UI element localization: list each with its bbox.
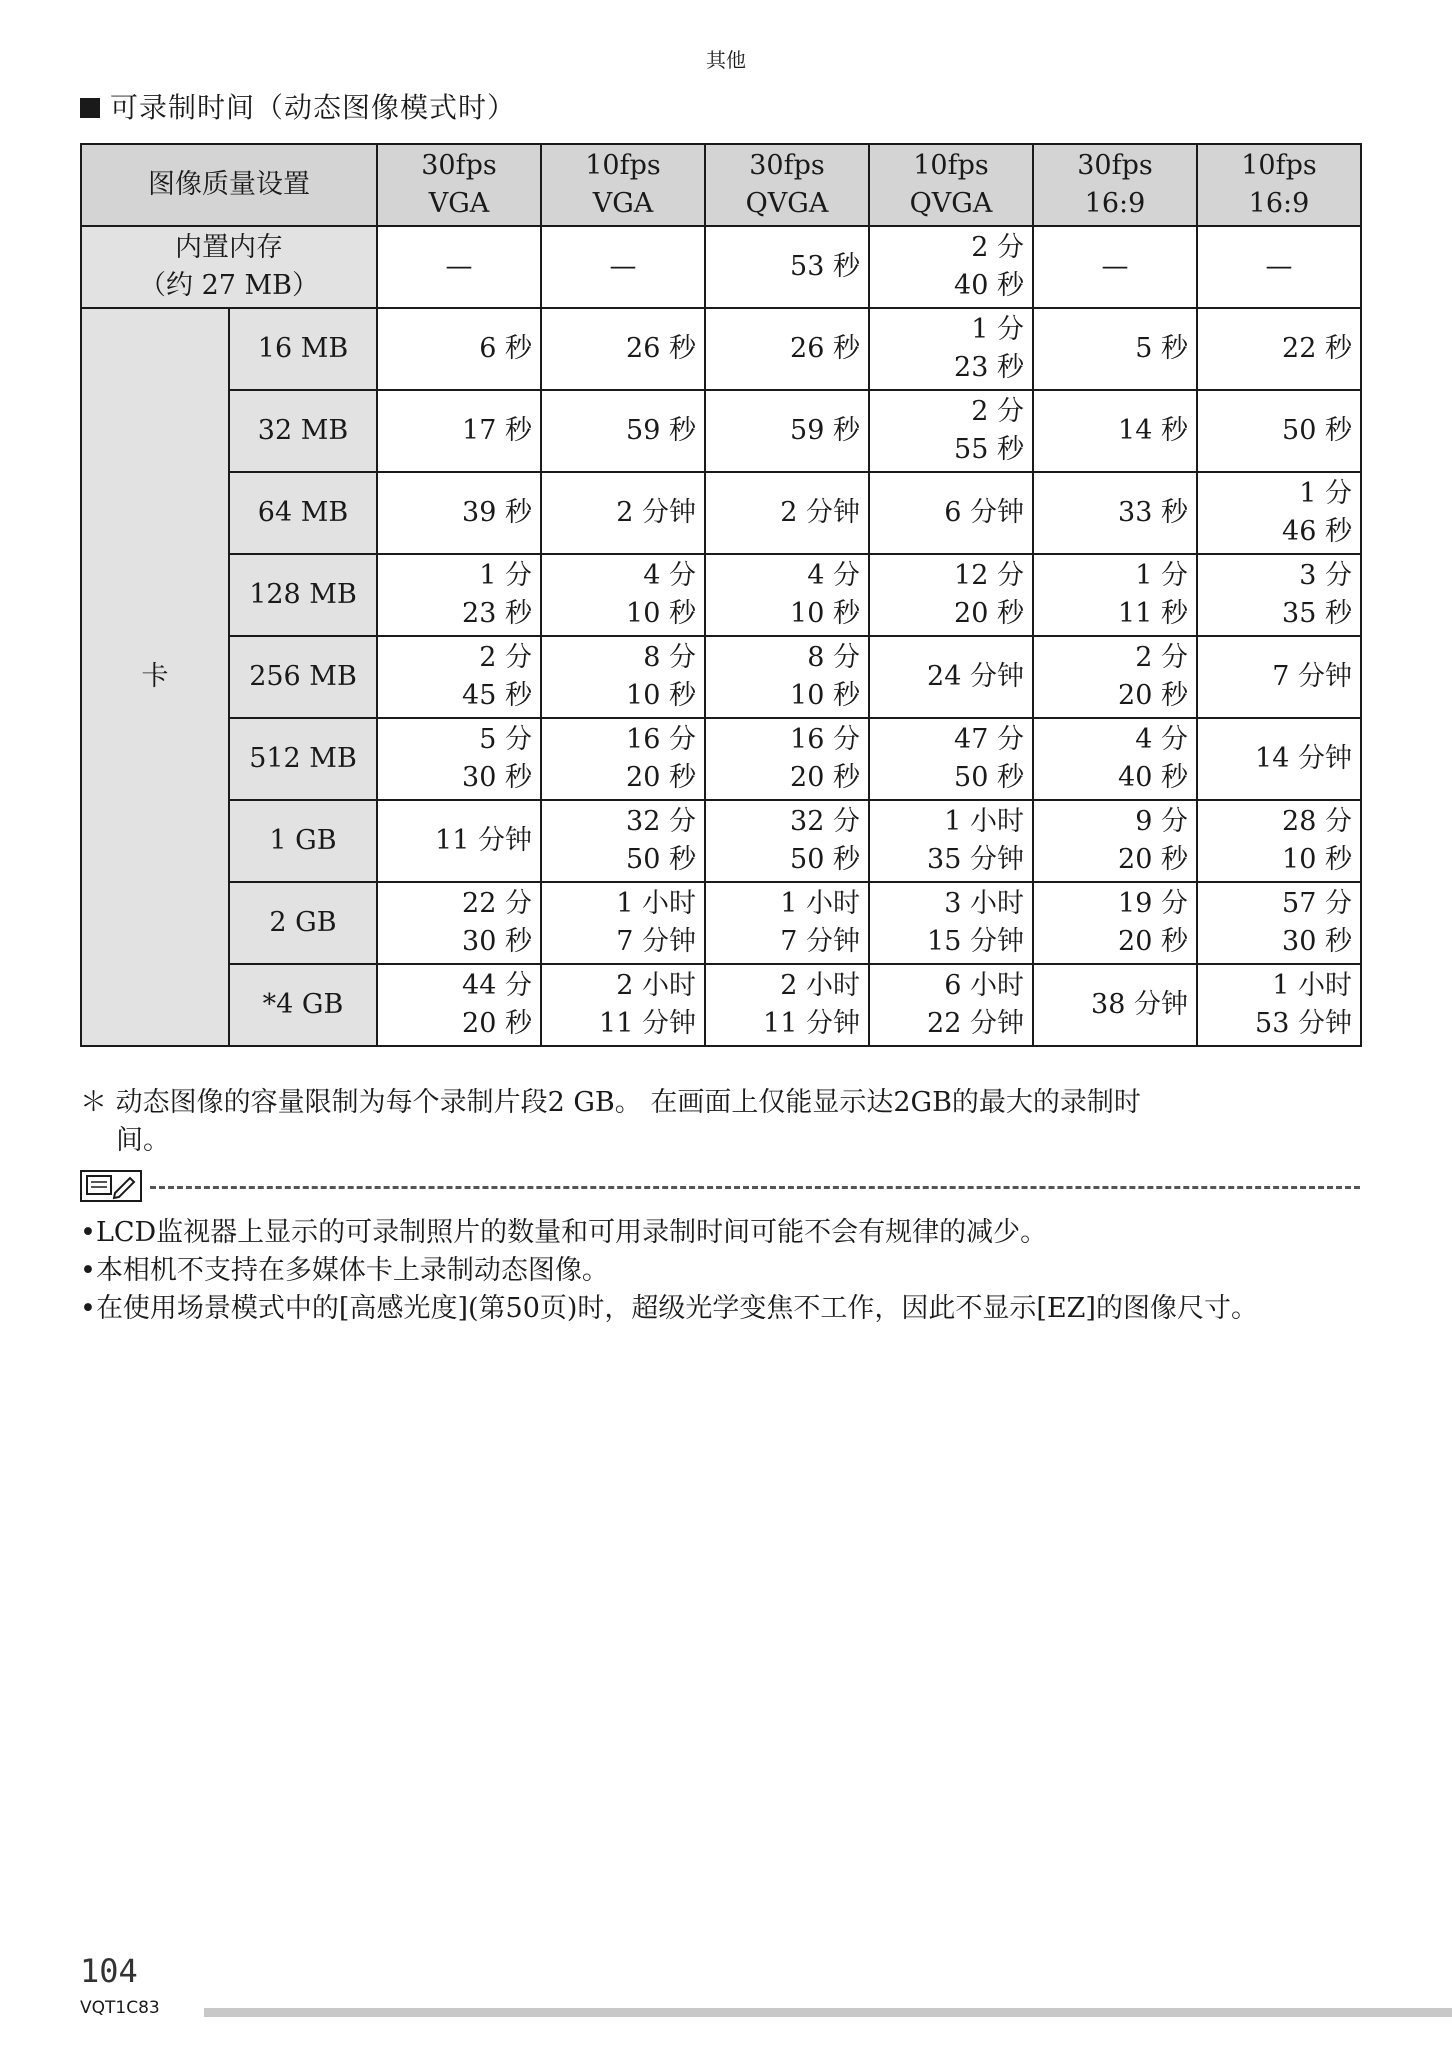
cell-value-line: 35 秒	[1282, 598, 1352, 629]
cell-value-line: 22 分钟	[927, 1008, 1024, 1039]
table-cell	[869, 308, 1033, 390]
cell-value-line: 6 分钟	[944, 497, 1024, 528]
table-cell	[1197, 554, 1361, 636]
cell-value-line: 12 分	[954, 560, 1024, 591]
note-divider	[80, 1170, 1360, 1204]
footnote-line-2: 间。	[116, 1125, 170, 1156]
cell-value-line: 26 秒	[626, 333, 696, 364]
table-cell	[1033, 964, 1197, 1046]
table-cell	[869, 964, 1033, 1046]
cell-value-line: 10 秒	[626, 598, 696, 629]
table-cell	[705, 554, 869, 636]
cell-value-line: 19 分	[1118, 888, 1188, 919]
cell-value-line: 4 分	[807, 560, 860, 591]
cell-value-line: 26 秒	[790, 333, 860, 364]
cell-value-line: —	[445, 251, 473, 282]
cell-value-line: 2 分钟	[616, 497, 696, 528]
section-title	[80, 86, 516, 126]
table-cell	[1197, 390, 1361, 472]
cell-value-line: 38 分钟	[1091, 989, 1188, 1020]
table-cell	[869, 882, 1033, 964]
cell-value-line: —	[1101, 251, 1129, 282]
cell-value-line: 53 秒	[790, 251, 860, 282]
cell-value-line: 2 分	[479, 642, 532, 673]
footnote-line-1: ＊ 动态图像的容量限制为每个录制片段2 GB。 在画面上仅能显示达2GB的最大的录制时	[80, 1087, 1141, 1118]
cell-value-line: 20 秒	[1118, 680, 1188, 711]
cell-value-line: 20 秒	[1118, 844, 1188, 875]
list-item: •LCD监视器上显示的可录制照片的数量和可用录制时间可能不会有规律的减少。	[80, 1217, 1048, 1248]
cell-value-line: 1 分	[1135, 560, 1188, 591]
cell-value-line: 2 分钟	[780, 497, 860, 528]
cell-value-line: 47 分	[954, 724, 1024, 755]
list-item: •本相机不支持在多媒体卡上录制动态图像。	[80, 1255, 609, 1286]
table-cell	[1197, 226, 1361, 308]
column-header: 30fps QVGA	[705, 144, 869, 226]
column-header: 10fps VGA	[541, 144, 705, 226]
cell-value-line: 32 分	[790, 806, 860, 837]
cell-value-line: 22 分	[462, 888, 532, 919]
table-cell	[377, 308, 541, 390]
cell-value-line: 20 秒	[626, 762, 696, 793]
table-cell	[541, 554, 705, 636]
column-header: 10fps 16:9	[1197, 144, 1361, 226]
cell-value-line: 14 分钟	[1255, 743, 1352, 774]
footnote	[80, 1084, 1350, 1160]
table-cell	[705, 390, 869, 472]
section-title-text: 可录制时间（动态图像模式时）	[110, 91, 517, 124]
cell-value-line: 20 秒	[1118, 926, 1188, 957]
cell-value-line: 55 秒	[954, 434, 1024, 465]
card-size-label: 512 MB	[229, 718, 377, 800]
table-cell	[541, 718, 705, 800]
table-cell	[869, 226, 1033, 308]
cell-value-line: 8 分	[807, 642, 860, 673]
column-header: 30fps VGA	[377, 144, 541, 226]
card-size-label: 16 MB	[229, 308, 377, 390]
cell-value-line: 10 秒	[790, 680, 860, 711]
cell-value-line: 39 秒	[462, 497, 532, 528]
column-header: 10fps QVGA	[869, 144, 1033, 226]
card-row	[81, 636, 1361, 718]
card-row	[81, 718, 1361, 800]
card-row	[81, 472, 1361, 554]
cell-value-line: 50 秒	[626, 844, 696, 875]
table-cell	[377, 554, 541, 636]
table-cell	[1033, 472, 1197, 554]
table-cell	[377, 472, 541, 554]
table-cell	[1033, 718, 1197, 800]
cell-value-line: 4 分	[643, 560, 696, 591]
cell-value-line: 57 分	[1282, 888, 1352, 919]
square-bullet-icon	[80, 98, 100, 118]
cell-value-line: 6 秒	[479, 333, 532, 364]
table-cell	[541, 800, 705, 882]
recording-time-table	[80, 143, 1362, 1047]
table-cell	[377, 718, 541, 800]
cell-value-line: 2 小时	[780, 970, 860, 1001]
table-cell	[541, 964, 705, 1046]
cell-value-line: 23 秒	[462, 598, 532, 629]
card-size-label: 128 MB	[229, 554, 377, 636]
card-row	[81, 554, 1361, 636]
cell-value-line: 33 秒	[1118, 497, 1188, 528]
table-cell	[869, 800, 1033, 882]
cell-value-line: 53 分钟	[1255, 1008, 1352, 1039]
card-row	[81, 308, 1361, 390]
cell-value-line: 40 秒	[1118, 762, 1188, 793]
internal-memory-row	[81, 226, 1361, 308]
cell-value-line: 24 分钟	[927, 661, 1024, 692]
table-cell	[705, 882, 869, 964]
table-cell	[705, 472, 869, 554]
cell-value-line: 20 秒	[954, 598, 1024, 629]
card-size-label: *4 GB	[229, 964, 377, 1046]
cell-value-line: 5 分	[479, 724, 532, 755]
table-cell	[1033, 226, 1197, 308]
cell-value-line: 45 秒	[462, 680, 532, 711]
cell-value-line: 5 秒	[1135, 333, 1188, 364]
table-cell	[377, 882, 541, 964]
cell-value-line: 28 分	[1282, 806, 1352, 837]
cell-value-line: 20 秒	[790, 762, 860, 793]
table-cell	[1033, 308, 1197, 390]
cell-value-line: 1 小时	[616, 888, 696, 919]
table-cell	[1033, 554, 1197, 636]
quality-setting-header: 图像质量设置	[81, 144, 377, 226]
cell-value-line: 14 秒	[1118, 415, 1188, 446]
cell-value-line: 2 分	[1135, 642, 1188, 673]
cell-value-line: 30 秒	[1282, 926, 1352, 957]
table-cell	[869, 554, 1033, 636]
cell-value-line: 50 秒	[1282, 415, 1352, 446]
table-cell	[541, 390, 705, 472]
card-row	[81, 390, 1361, 472]
cell-value-line: 16 分	[626, 724, 696, 755]
cell-value-line: 2 分	[971, 232, 1024, 263]
table-cell	[869, 472, 1033, 554]
notes-list	[80, 1214, 1360, 1328]
cell-value-line: 7 分钟	[780, 926, 860, 957]
memo-note-icon	[80, 1170, 142, 1202]
cell-value-line: 4 分	[1135, 724, 1188, 755]
cell-value-line: 3 分	[1299, 560, 1352, 591]
card-row	[81, 800, 1361, 882]
running-head: 其他	[706, 48, 746, 72]
table-cell	[377, 390, 541, 472]
cell-value-line: 44 分	[462, 970, 532, 1001]
cell-value-line: 10 秒	[790, 598, 860, 629]
internal-memory-label: 内置内存 （约 27 MB）	[81, 226, 377, 308]
cell-value-line: 46 秒	[1282, 516, 1352, 547]
table-cell	[377, 636, 541, 718]
card-size-label: 32 MB	[229, 390, 377, 472]
cell-value-line: 1 小时	[780, 888, 860, 919]
cell-value-line: 7 分钟	[1272, 661, 1352, 692]
column-header: 30fps 16:9	[1033, 144, 1197, 226]
cell-value-line: 1 小时	[1272, 970, 1352, 1001]
table-cell	[1197, 472, 1361, 554]
cell-value-line: 1 分	[479, 560, 532, 591]
table-cell	[541, 472, 705, 554]
cell-value-line: 3 小时	[944, 888, 1024, 919]
card-row	[81, 882, 1361, 964]
cell-value-line: 2 分	[971, 396, 1024, 427]
table-cell	[377, 800, 541, 882]
cell-value-line: 7 分钟	[616, 926, 696, 957]
cell-value-line: 50 秒	[790, 844, 860, 875]
card-row	[81, 964, 1361, 1046]
table-cell	[1033, 636, 1197, 718]
table-cell	[1197, 964, 1361, 1046]
dashed-rule	[150, 1186, 1360, 1189]
cell-value-line: 1 分	[1299, 478, 1352, 509]
table-cell	[1197, 636, 1361, 718]
cell-value-line: 9 分	[1135, 806, 1188, 837]
table-cell	[705, 800, 869, 882]
cell-value-line: 30 秒	[462, 926, 532, 957]
cell-value-line: 40 秒	[954, 270, 1024, 301]
table-cell	[1197, 800, 1361, 882]
table-cell	[541, 636, 705, 718]
cell-value-line: 11 秒	[1118, 598, 1188, 629]
card-size-label: 2 GB	[229, 882, 377, 964]
table-cell	[869, 718, 1033, 800]
table-cell	[869, 636, 1033, 718]
cell-value-line: 59 秒	[626, 415, 696, 446]
cell-value-line: 30 秒	[462, 762, 532, 793]
card-size-label: 1 GB	[229, 800, 377, 882]
cell-value-line: 23 秒	[954, 352, 1024, 383]
table-cell	[1197, 882, 1361, 964]
header-row	[81, 144, 1361, 226]
cell-value-line: 8 分	[643, 642, 696, 673]
cell-value-line: 6 小时	[944, 970, 1024, 1001]
cell-value-line: 11 分钟	[599, 1008, 696, 1039]
cell-value-line: 22 秒	[1282, 333, 1352, 364]
table-cell	[1197, 718, 1361, 800]
cell-value-line: 10 秒	[1282, 844, 1352, 875]
cell-value-line: 17 秒	[462, 415, 532, 446]
page-number: 104	[80, 1952, 138, 1990]
cell-value-line: 11 分钟	[435, 825, 532, 856]
card-size-label: 256 MB	[229, 636, 377, 718]
table-cell	[705, 718, 869, 800]
table-cell	[705, 308, 869, 390]
cell-value-line: 1 分	[971, 314, 1024, 345]
table-cell	[705, 226, 869, 308]
table-cell	[1197, 308, 1361, 390]
card-label: 卡	[81, 308, 229, 1046]
table-cell	[377, 226, 541, 308]
cell-value-line: 59 秒	[790, 415, 860, 446]
table-cell	[705, 964, 869, 1046]
cell-value-line: 10 秒	[626, 680, 696, 711]
table-cell	[1033, 800, 1197, 882]
cell-value-line: 32 分	[626, 806, 696, 837]
cell-value-line: 35 分钟	[927, 844, 1024, 875]
table-cell	[541, 308, 705, 390]
table-cell	[541, 882, 705, 964]
cell-value-line: 15 分钟	[927, 926, 1024, 957]
footer-rule	[204, 2008, 1452, 2017]
cell-value-line: 50 秒	[954, 762, 1024, 793]
cell-value-line: 20 秒	[462, 1008, 532, 1039]
table-cell	[377, 964, 541, 1046]
list-item: •在使用场景模式中的[高感光度](第50页)时，超级光学变焦不工作，因此不显示[EZ]的图像尺寸。	[80, 1293, 1258, 1324]
cell-value-line: —	[609, 251, 637, 282]
cell-value-line: 1 小时	[944, 806, 1024, 837]
table-cell	[1033, 390, 1197, 472]
table-cell	[1033, 882, 1197, 964]
card-size-label: 64 MB	[229, 472, 377, 554]
document-code: VQT1C83	[80, 1998, 160, 2018]
cell-value-line: 16 分	[790, 724, 860, 755]
cell-value-line: —	[1265, 251, 1293, 282]
table-cell	[869, 390, 1033, 472]
table-cell	[705, 636, 869, 718]
table-cell	[541, 226, 705, 308]
cell-value-line: 2 小时	[616, 970, 696, 1001]
cell-value-line: 11 分钟	[763, 1008, 860, 1039]
